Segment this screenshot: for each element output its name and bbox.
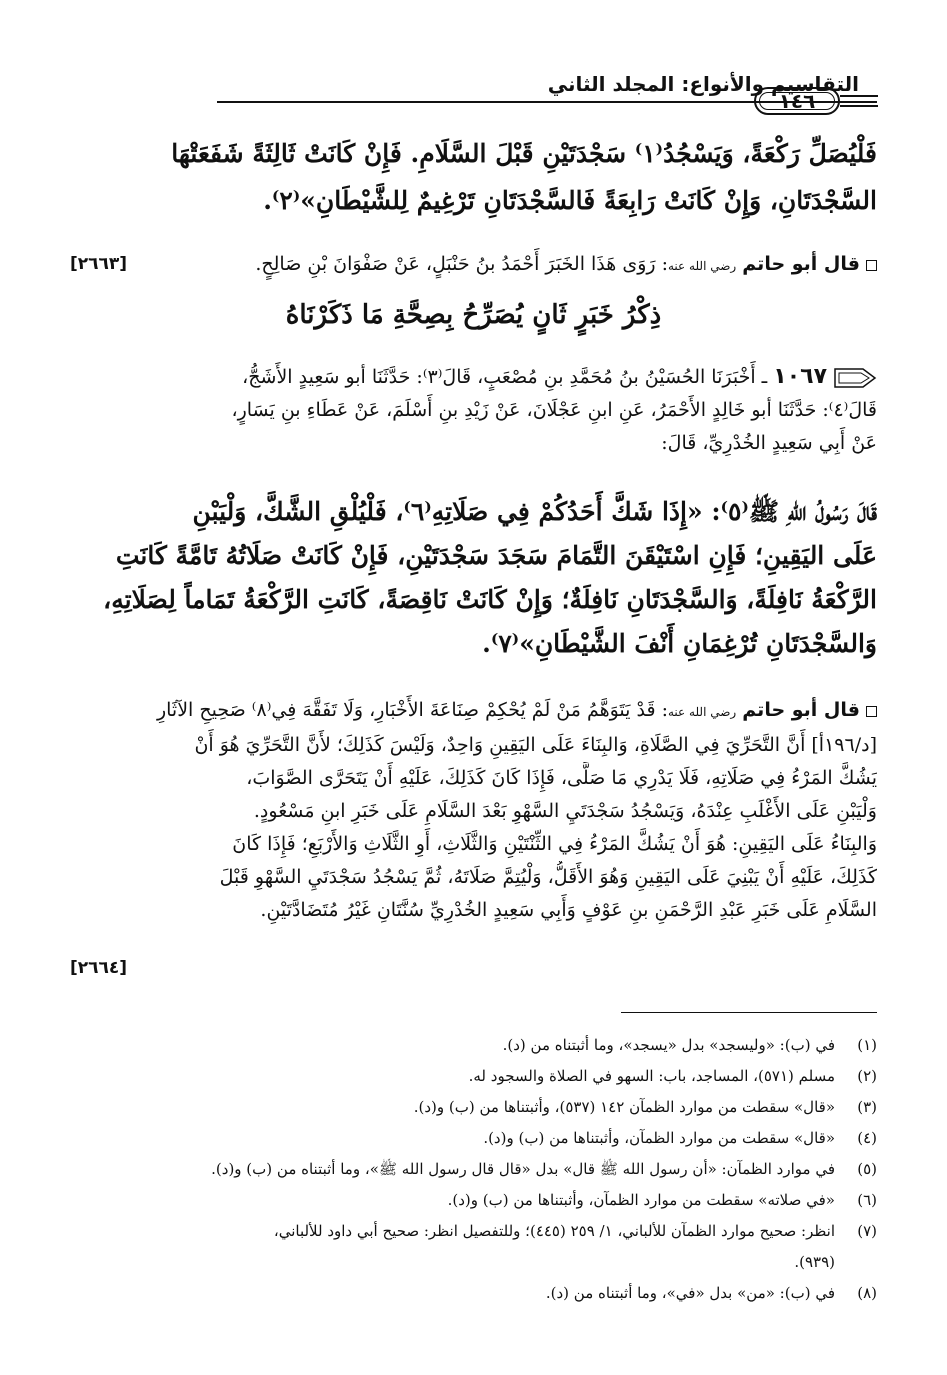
footnote-text: «في صلاته» سقطت من موارد الظمآن، وأثبتناها من (ب) و(د). — [447, 1191, 835, 1209]
footnote-number: (٥) — [857, 1160, 877, 1178]
hadith-matn — [70, 490, 877, 666]
footnote-number: (١) — [857, 1036, 877, 1054]
honorific: رضي الله عنه — [668, 705, 737, 719]
footnote-number: (٢) — [857, 1067, 877, 1085]
text-line: عَلَى اليَقِينِ؛ فَإِنِ اسْتَيْقَنَ التَّمَامَ سَجَدَ سَجْدَتَيْنِ، فَإِنْ كَانَتْ صَلَاتُهُ تَامَّةً كَانَتِ — [115, 541, 877, 570]
section-heading: ذِكْرُ خَبَرٍ ثَانٍ يُصَرِّحُ بِصِحَّةِ مَا ذَكَرْنَاهُ — [285, 300, 662, 330]
footnote — [70, 1123, 877, 1154]
footnote — [70, 1061, 877, 1092]
footnote — [70, 1154, 877, 1185]
footnote-number: (٣) — [857, 1098, 877, 1116]
text-line: قَالَ رَسُولُ اللهِ ﷺ⁽٥⁾: «إِذَا شَكَّ أَحَدُكُمْ فِي صَلَاتِهِ⁽٦⁾، فَلْيُلْقِ الشَّكَّ، وَلْيَبْنِ — [192, 497, 877, 526]
page-number-ornament — [754, 87, 874, 117]
hadith-marker-icon — [833, 365, 877, 391]
footnote-text-line: انظر: صحيح موارد الظمآن للألباني، ١/ ٢٥٩ (٤٤٥)؛ وللتفصيل انظر: صحيح أبي داود للألباني، — [273, 1222, 835, 1240]
footnote-number: (٤) — [857, 1129, 877, 1147]
text-line: كَذَلِكَ، عَلَيْهِ أَنْ يَبْنِيَ عَلَى اليَقِينِ وَهُوَ الأَقَلُّ، وَلْيُتِمَّ صَلَاتَهُ، ثُمَّ يَسْجُدُ سَجْدَتَيِ السَّهْوِ قَبْلَ — [219, 866, 877, 888]
footnote-text — [70, 1216, 835, 1278]
text-line: وَالبِنَاءُ عَلَى اليَقِينِ: هُوَ أَنْ يَشُكَّ المَرْءُ فِي الثِّنْتَيْنِ وَالثَّلَاثِ، أَوِ الثَّلَاثِ وَالأَرْبَعِ؛ فَإِذَا كَانَ — [232, 833, 877, 855]
note-text: : رَوَى هَذَا الخَبَرَ أَحْمَدُ بنُ حَنْبَلٍ، عَنْ صَفْوَانَ بْنِ صَالِحٍ. — [255, 253, 668, 275]
footnote-number: (٦) — [857, 1191, 877, 1209]
reference-number: [٢٦٦٤] — [70, 958, 128, 978]
footnote-text: في (ب): «وليسجد» بدل «يسجد»، وما أثبتناه من (د). — [502, 1036, 835, 1054]
page-number: ١٤٦ — [754, 87, 840, 115]
footnote — [70, 1216, 877, 1278]
footnote — [70, 1092, 877, 1123]
footnote-text-line: (٩٣٩). — [794, 1253, 835, 1271]
square-bullet-icon — [866, 260, 877, 271]
hadith-isnad — [70, 360, 877, 460]
footnote-number: (٧) — [857, 1222, 877, 1240]
text-line: وَلْيَبْنِ عَلَى الأَغْلَبِ عِنْدَهُ، وَيَسْجُدُ سَجْدَتَيِ السَّهْوِ بَعْدَ السَّلَامِ عَلَى خَبَرِ ابنِ مَسْعُودٍ. — [253, 800, 877, 822]
commentary — [70, 694, 877, 927]
footnote-text: في (ب): «من» بدل «في»، وما أثبتناه من (د). — [545, 1284, 835, 1302]
intro-text — [70, 130, 877, 224]
text-line — [70, 360, 877, 394]
text-line: فَلْيُصَلِّ رَكْعَةً، وَيَسْجُدُ⁽١⁾ سَجْدَتَيْنِ قَبْلَ السَّلَامِ. فَإِنْ كَانَتْ ثَالِثَةً شَفَعَتْهَا — [171, 139, 877, 168]
text-line: [د/١٩٦أ] أَنَّ التَّحَرِّيَ فِي الصَّلَاةِ، وَالبِنَاءَ عَلَى اليَقِينِ وَاحِدٌ، وَلَيْسَ كَذَلِكَ؛ لأَنَّ التَّحَرِّيَ هُوَ أَنْ — [194, 734, 877, 756]
footnote-text: «قال» سقطت من موارد الظمآن ١٤٢ (٥٣٧)، وأثبتناها من (ب) و(د). — [413, 1098, 835, 1116]
footnotes — [70, 1030, 877, 1309]
text-line: وَالسَّجْدَتَانِ تُرْغِمَانِ أَنْفَ الشَّيْطَانِ»⁽٧⁾. — [482, 629, 877, 658]
running-title: التقاسيم والأنواع: المجلد الثاني — [547, 72, 859, 96]
footnote-text: مسلم (٥٧١)، المساجد، باب: السهو في الصلاة والسجود له. — [468, 1067, 835, 1085]
footnote — [70, 1278, 877, 1309]
footnote — [70, 1030, 877, 1061]
speaker: قال أبو حاتم — [742, 253, 860, 275]
page-number-tail — [840, 95, 878, 107]
text-line: عَنْ أَبِي سَعِيدٍ الخُدْرِيِّ، قَالَ: — [661, 432, 877, 454]
text-line: السَّجْدَتَانِ، وَإِنْ كَانَتْ رَابِعَةً فَالسَّجْدَتَانِ تَرْغِيمٌ لِلشَّيْطَانِ»⁽٢⁾. — [263, 186, 877, 215]
footnote-rule — [621, 1012, 877, 1013]
honorific: رضي الله عنه — [668, 259, 737, 273]
isnad-text: ـ أَخْبَرَنَا الحُسَيْنُ بنُ مُحَمَّدِ بنِ مُصْعَبٍ، قَالَ⁽٣⁾: حَدَّثَنَا أبو سَعِيدٍ الأَشَجُّ، — [242, 366, 768, 388]
abu-hatim-note — [220, 248, 877, 283]
text-line: قَالَ⁽٤⁾: حَدَّثَنَا أبو خَالِدٍ الأَحْمَرُ، عَنِ ابنِ عَجْلَانَ، عَنْ زَيْدِ بنِ أَسْلَمَ، عَنْ عَطَاءِ بنِ يَسَارٍ، — [231, 399, 877, 421]
text-line: الرَّكْعَةُ نَافِلَةً، وَالسَّجْدَتَانِ نَافِلَةٌ؛ وَإِنْ كَانَتْ نَاقِصَةً، كَانَتِ الرَّكْعَةُ تَمَاماً لِصَلَاتِهِ، — [103, 585, 877, 614]
text-line: السَّلَامِ عَلَى خَبَرِ عَبْدِ الرَّحْمَنِ بنِ عَوْفٍ وَأَبِي سَعِيدٍ الخُدْرِيِّ سُنَّتَانِ غَيْرُ مُتَضَادَّتَيْنِ. — [260, 899, 877, 921]
footnote-text: في موارد الظمآن: «أن رسول الله ﷺ قال» بدل «قال قال رسول الله ﷺ»، وما أثبتناه من (ب) و(د). — [211, 1160, 835, 1178]
footnote-number: (٨) — [857, 1284, 877, 1302]
footnote-text: «قال» سقطت من موارد الظمآن، وأثبتناها من (ب) و(د). — [483, 1129, 835, 1147]
reference-number: [٢٦٦٣] — [70, 254, 128, 274]
hadith-number: ١٠٦٧ — [773, 364, 827, 389]
commentary-text: : قَدْ يَتَوَهَّمُ مَنْ لَمْ يُحْكِمْ صِنَاعَةَ الأَخْبَارِ، وَلَا تَفَقَّهَ فِي⁽٨⁾ صَحِيحِ الآثَارِ — [156, 699, 668, 721]
footnote — [70, 1185, 877, 1216]
text-line — [70, 694, 877, 729]
square-bullet-icon — [866, 706, 877, 717]
text-line: يَشُكَّ المَرْءُ فِي صَلَاتِهِ، فَلَا يَدْرِي مَا صَلَّى، فَإِذَا كَانَ كَذَلِكَ، عَلَيْهِ أَنْ يَتَحَرَّى الصَّوَابَ، — [246, 767, 877, 789]
speaker: قال أبو حاتم — [742, 699, 860, 721]
